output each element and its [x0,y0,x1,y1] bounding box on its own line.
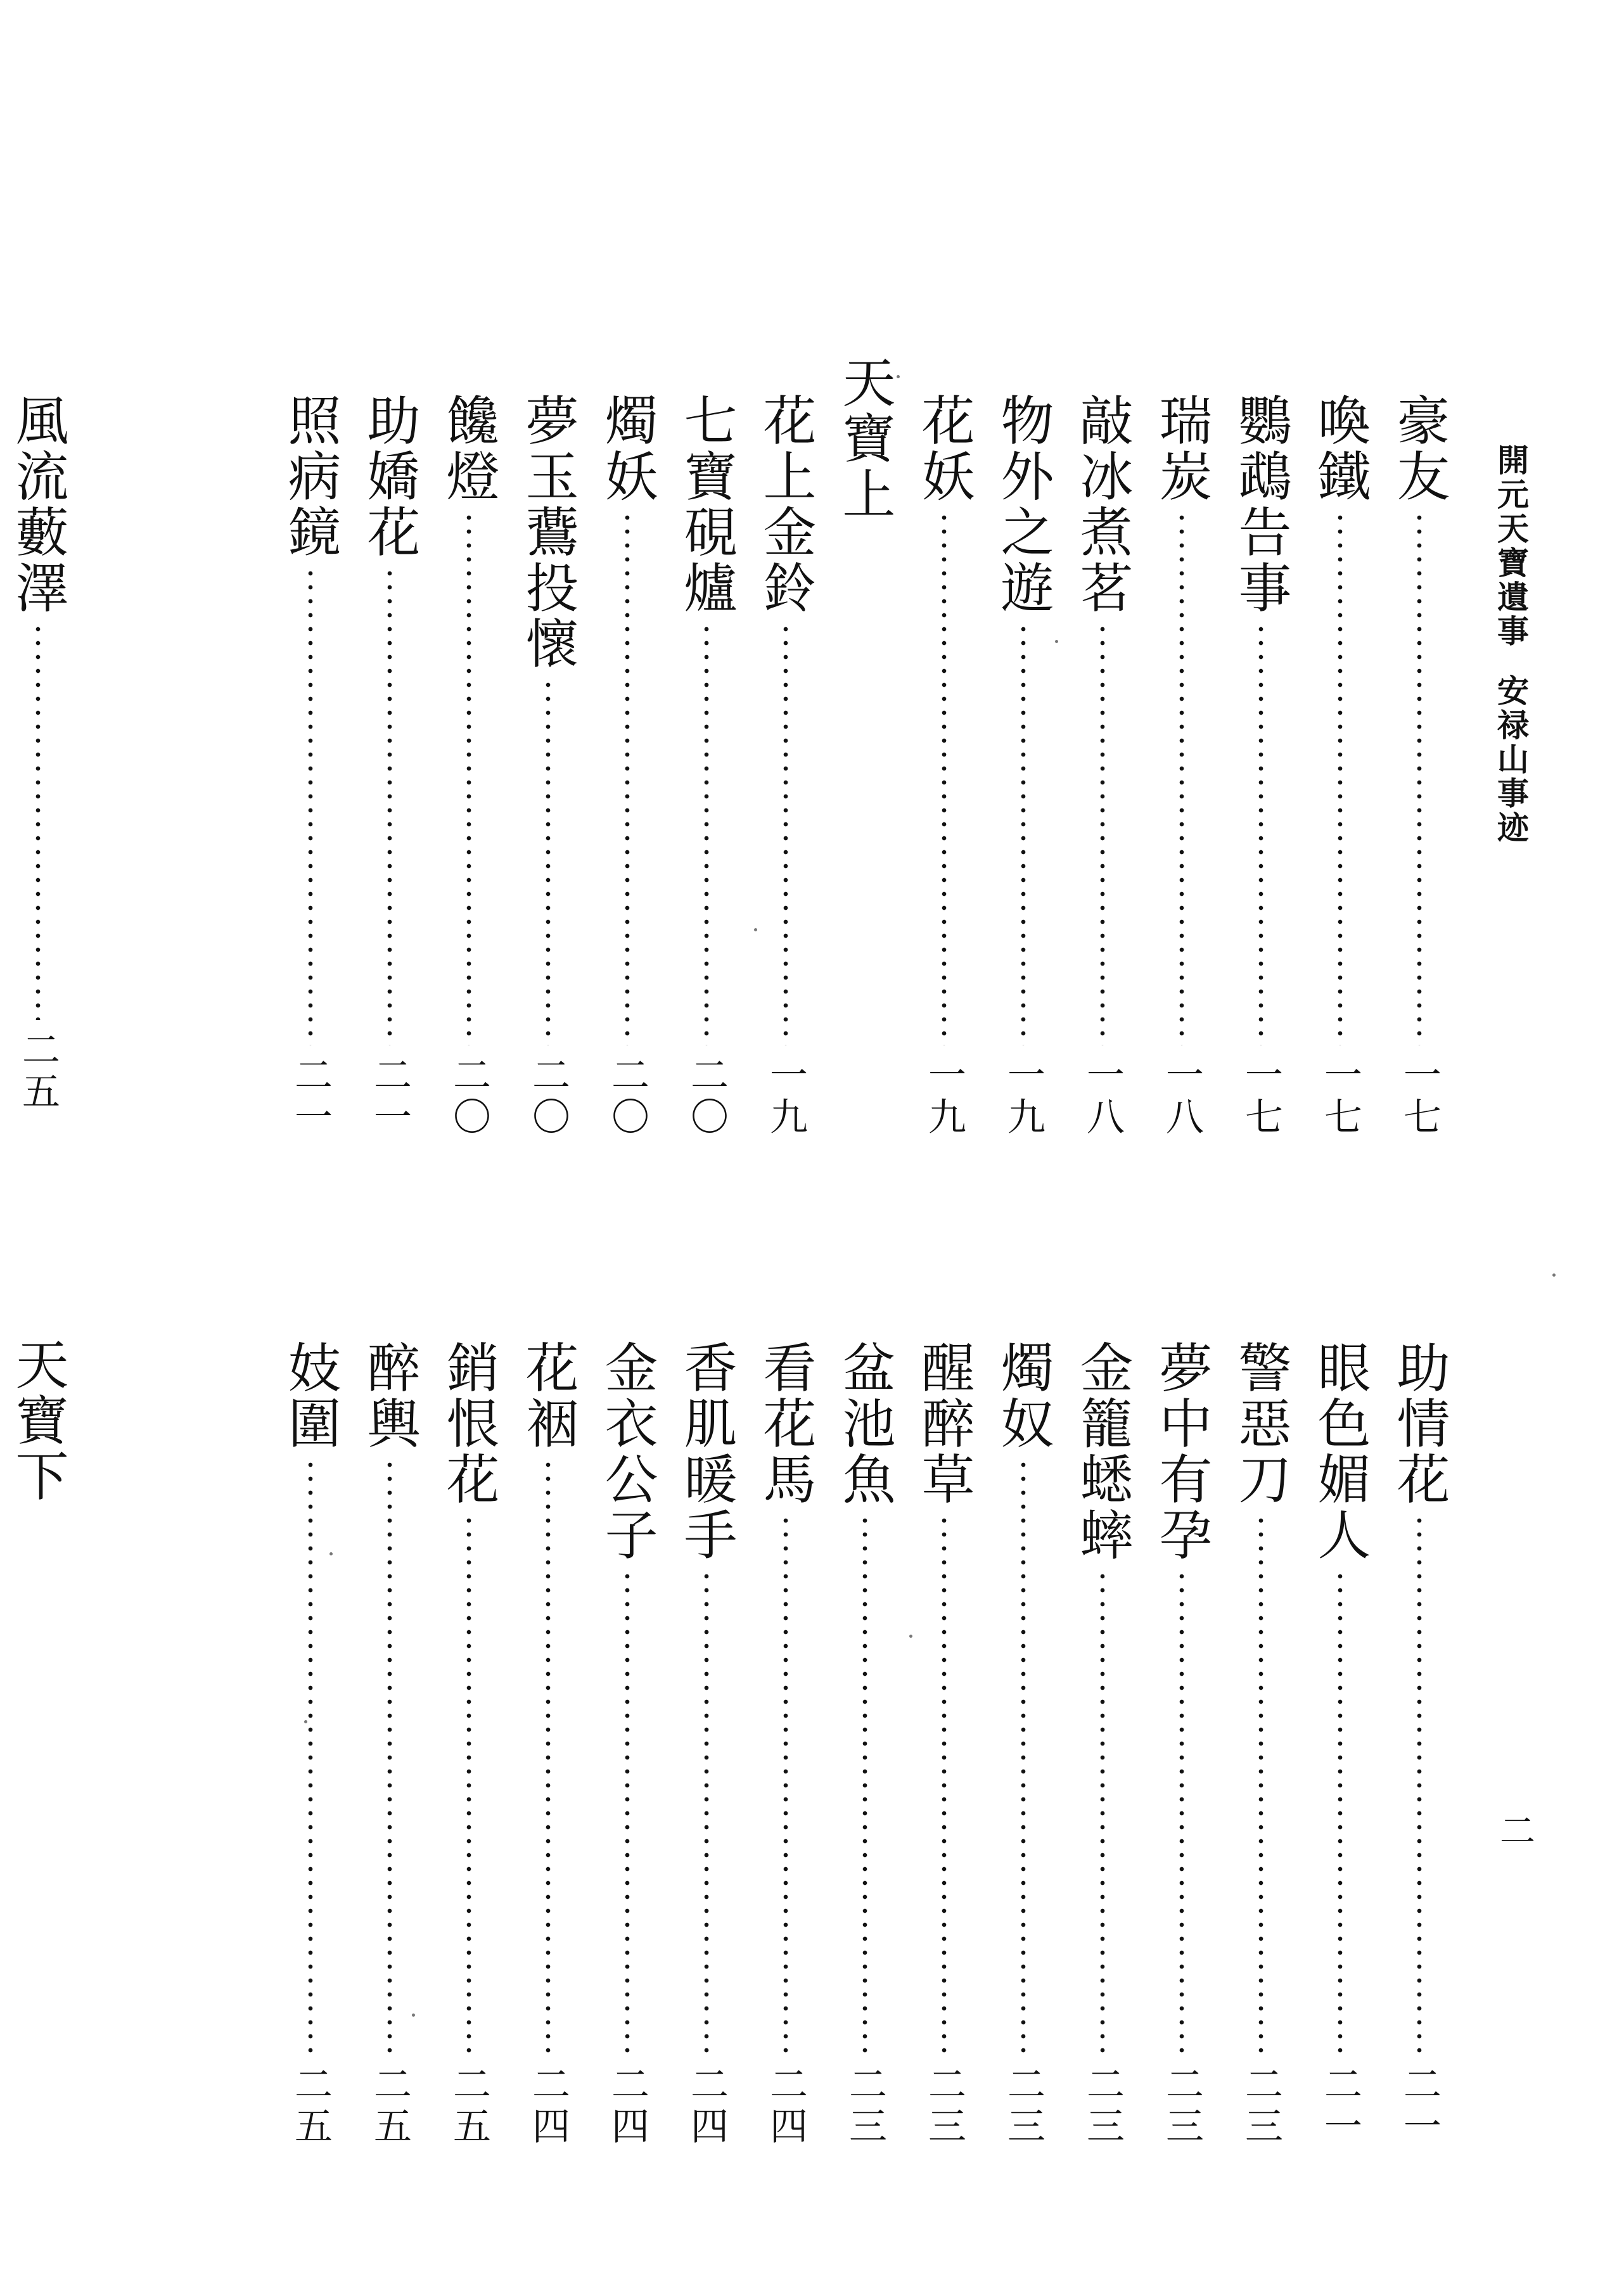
running-head [1489,444,1533,845]
toc-entry-title: 銷恨花 [438,1340,500,1507]
dot-leader [625,1569,630,2056]
toc-entry[interactable] [985,1340,1061,2148]
toc-entry-page: 二三 [843,2064,887,2148]
toc-entry-page: 一七 [1397,1055,1442,1139]
dot-leader [466,511,471,1045]
toc-entry-page: 一八 [1160,1055,1204,1139]
toc-entry-page: 二〇 [684,1055,729,1139]
toc-entry-page: 一九 [1001,1055,1045,1139]
toc-entry-title: 助情花 [1388,1340,1450,1507]
section-heading: 天寶上 [834,355,896,522]
dot-leader [308,1458,313,2056]
toc-entry-page: 二三 [1080,2064,1125,2148]
dot-leader [1179,1569,1184,2056]
toc-entry[interactable] [985,393,1061,1139]
toc-entry[interactable] [1302,1340,1378,2148]
toc-entry-page: 二四 [684,2064,729,2148]
toc-entry-title: 醉輿 [359,1340,421,1452]
dot-leader [862,1514,867,2056]
toc-entry-page: 二〇 [526,1055,570,1139]
toc-entry-title: 助嬌花 [359,393,421,560]
toc-entry-title: 照病鏡 [279,393,342,560]
toc-entry[interactable] [431,1340,507,2148]
toc-entry[interactable] [748,1340,824,2148]
toc-entry[interactable] [827,1340,903,2148]
toc-entry-page: 二四 [764,2064,808,2148]
toc-entry[interactable] [906,393,982,1139]
toc-entry-page: 一八 [1080,1055,1125,1139]
toc-entry[interactable] [352,1340,428,2148]
dot-leader [942,511,947,1045]
toc-entry[interactable] [1065,1340,1141,2148]
toc-entry-title: 花裀 [517,1340,579,1452]
toc-entry-title: 燭妖 [596,393,658,504]
toc-entry-title: 盆池魚 [834,1340,896,1507]
dot-leader [1417,511,1422,1045]
toc-entry[interactable] [1223,1340,1299,2148]
dot-leader [546,1458,551,2056]
toc-entry[interactable] [272,1340,348,2148]
toc-entry-title: 物外之遊 [992,393,1054,616]
toc-entry-title: 風流藪澤 [7,393,69,616]
dot-leader [783,622,788,1045]
dot-leader [704,622,709,1045]
toc-entry-page: 一七 [1239,1055,1283,1139]
toc-entry-title: 七寶硯爐 [675,393,738,616]
toc-entry-page: 二三 [1001,2064,1045,2148]
dot-leader [783,1514,788,2056]
toc-entry-page: 二四 [526,2064,570,2148]
toc-entry[interactable] [668,393,745,1139]
toc-entry-title: 妓圍 [279,1340,342,1452]
dot-leader [1258,622,1263,1045]
toc-entry[interactable] [589,1340,665,2148]
toc-entry-title: 眼色媚人 [1309,1340,1371,1563]
dot-leader [1338,511,1343,1045]
dot-leader [1338,1569,1343,2056]
toc-entry-title: 瑞炭 [1151,393,1213,504]
toc-entry[interactable] [1144,1340,1220,2148]
toc-entry-page: 二四 [605,2064,649,2148]
dot-leader [466,1514,471,2056]
toc-entry[interactable] [431,393,507,1139]
dot-leader [35,622,41,1020]
toc-entry-title: 夢中有孕 [1151,1340,1213,1563]
dot-leader [704,1569,709,2056]
dot-leader [546,678,551,1045]
toc-entry-title: 敲冰煮茗 [1071,393,1134,616]
toc-entry-page: 二〇 [605,1055,649,1139]
scan-speck [1552,1273,1556,1277]
scan-speck [754,928,757,931]
toc-entry[interactable] [1381,393,1457,1139]
dot-leader [387,1458,392,2056]
toc-entry-title: 花上金鈴 [755,393,817,616]
toc-entry-title: 花妖 [913,393,975,504]
toc-entry-title: 香肌暖手 [675,1340,738,1563]
toc-entry-page: 二三 [1160,2064,1204,2148]
scan-speck [329,1552,333,1555]
scan-speck [1055,640,1058,643]
toc-entry-title: 警惡刀 [1230,1340,1292,1507]
dot-leader [387,566,392,1045]
toc-entry[interactable] [1065,393,1141,1139]
dot-leader [1417,1514,1422,2056]
dot-leader [1179,511,1184,1045]
toc-entry[interactable] [1381,1340,1457,2148]
toc-entry-page: 二一 [368,1055,412,1139]
toc-entry-page: 二一 [1318,2064,1362,2148]
toc-entry-page: 二一 [1397,2064,1442,2148]
toc-entry-title: 金衣公子 [596,1340,658,1563]
toc-entry-title: 鸚鵡告事 [1230,393,1292,616]
dot-leader [1258,1514,1263,2056]
toc-entry-page: 二五 [288,2064,333,2148]
dot-leader [1100,1569,1105,2056]
toc-entry-title: 夢玉鷰投懷 [517,393,579,672]
toc-entry[interactable] [1144,393,1220,1139]
dot-leader [1021,1458,1026,2056]
toc-entry-page: 二三 [1239,2064,1283,2148]
toc-entry-page: 一七 [1318,1055,1362,1139]
toc-entry-title: 金籠蟋蟀 [1071,1340,1134,1563]
dot-leader [308,566,313,1045]
toc-entry[interactable] [352,393,428,1139]
running-head-book-2: 安禄山事迹 [1492,674,1530,845]
scan-speck [304,1720,307,1723]
dot-leader [1100,622,1105,1045]
page-number: 二 [1494,1812,1535,1848]
toc-entry-page: 二三 [922,2064,966,2148]
toc-entry[interactable] [906,1340,982,2148]
toc-entry[interactable] [510,393,586,1139]
section-heading: 天寶下 [7,1337,69,1504]
toc-entry[interactable] [510,1340,586,2148]
toc-entry-title: 燭奴 [992,1340,1054,1452]
toc-entry-page: 二五 [16,1030,60,1113]
toc-entry[interactable] [668,1340,745,2148]
toc-entry-title: 饞燈 [438,393,500,504]
scan-speck [412,2014,415,2017]
toc-entry-page: 二一 [288,1055,333,1139]
toc-entry-page: 二五 [368,2064,412,2148]
toc-entry-page: 一九 [764,1055,808,1139]
scan-speck [897,375,900,378]
toc-entry-page: 二五 [447,2064,491,2148]
toc-entry[interactable] [1223,393,1299,1139]
toc-entry[interactable] [272,393,348,1139]
dot-leader [1021,622,1026,1045]
dot-leader [625,511,630,1045]
running-head-book-1: 開元天寶遺事 [1492,444,1530,649]
dot-leader [942,1514,947,2056]
scan-speck [909,1635,912,1638]
toc-entry[interactable] [1302,393,1378,1139]
toc-entry[interactable] [589,393,665,1139]
toc-entry[interactable] [748,393,824,1139]
toc-entry-page: 二〇 [447,1055,491,1139]
toc-entry-page: 一九 [922,1055,966,1139]
toc-entry-title: 豪友 [1388,393,1450,504]
toc-entry-title: 看花馬 [755,1340,817,1507]
toc-entry-title: 喚鐵 [1309,393,1371,504]
toc-entry[interactable] [0,393,76,1113]
toc-entry-title: 醒醉草 [913,1340,975,1507]
